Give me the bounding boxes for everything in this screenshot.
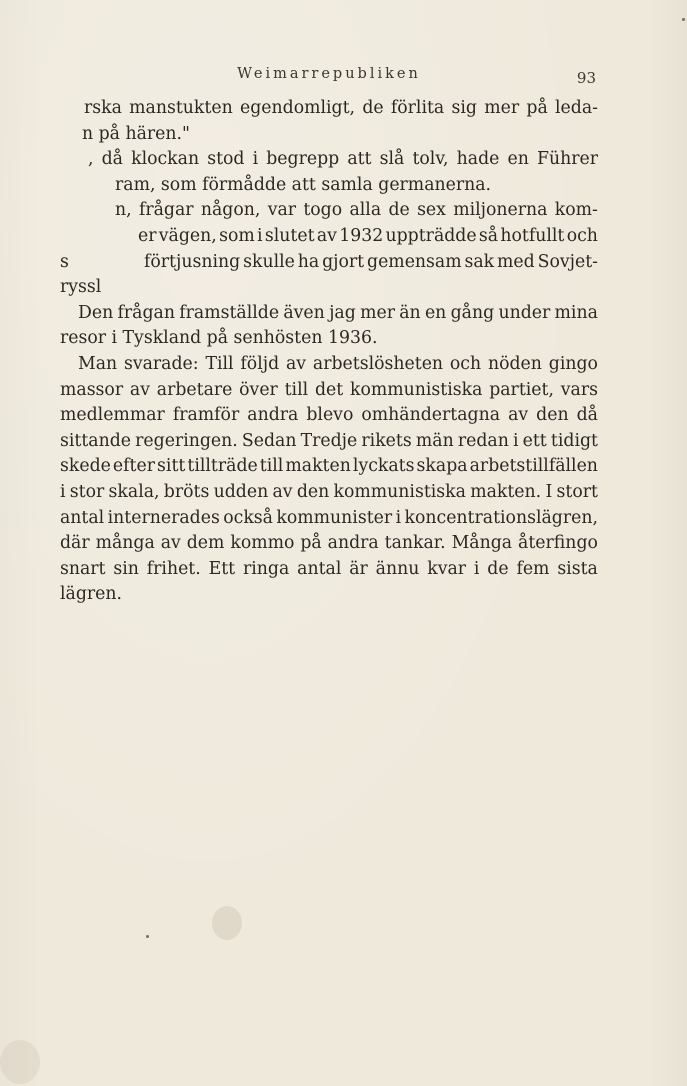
- paper-stain: [0, 1040, 40, 1084]
- paragraph-2-line: snart sin frihet. Ett ringa antal är ännu kvar i de fem sista: [60, 558, 598, 579]
- text-line-fragment: n på hären.": [82, 123, 190, 144]
- page-header: [60, 66, 598, 90]
- running-title: Weimarrepubliken: [237, 66, 421, 82]
- paragraph-2-line: där många av dem kommo på andra tankar. Många återfingo: [60, 533, 598, 554]
- text-line-fragment: , då klockan stod i begrepp att slå tolv, hade en Führer: [88, 149, 598, 170]
- text-line-fragment: ram, som förmådde att samla germanerna.: [115, 174, 492, 195]
- paragraph-2-line: lägren.: [60, 584, 123, 605]
- paragraph-2-line: skede efter sitt tillträde till makten lyckats skapa arbetstillfällen: [60, 456, 598, 477]
- paragraph-1-line: resor i Tyskland på senhösten 1936.: [60, 328, 378, 349]
- paragraph-2-line: antal internerades också kommunister i koncentrationslägren,: [60, 507, 598, 528]
- body-text: [60, 96, 598, 608]
- paper-stain: [212, 906, 242, 940]
- paragraph-2-line: Man svarade: Till följd av arbetslösheten och nöden gingo: [78, 353, 598, 374]
- paragraph-1-line: Den frågan framställde även jag mer än en gång under mina: [78, 302, 598, 323]
- text-line-fragment: er vägen, som i slutet av 1932 uppträdde så hotfullt och: [138, 225, 598, 246]
- text-line-fragment: s förtjusning skulle ha gjort gemensam sak med Sovjet-: [144, 250, 598, 276]
- text-line-fragment: ryssl: [60, 277, 102, 298]
- paper-speck: [682, 18, 685, 21]
- page-number: 93: [576, 69, 596, 87]
- left-fragment: s: [60, 251, 69, 272]
- paragraph-2-line: sittande regeringen. Sedan Tredje rikets män redan i ett tidigt: [60, 430, 598, 451]
- paragraph-2-line: massor av arbetare över till det kommunistiska partiet, vars: [60, 379, 598, 400]
- text-line-fragment: n, frågar någon, var togo alla de sex miljonerna kom-: [115, 200, 598, 221]
- paragraph-2-line: medlemmar framför andra blevo omhändertagna av den då: [60, 405, 598, 426]
- text-line-fragment: rska manstukten egendomligt, de förlita sig mer på leda-: [84, 98, 598, 118]
- paper-speck: [146, 935, 149, 938]
- paragraph-2-line: i stor skala, bröts udden av den kommunistiska makten. I stort: [60, 481, 598, 502]
